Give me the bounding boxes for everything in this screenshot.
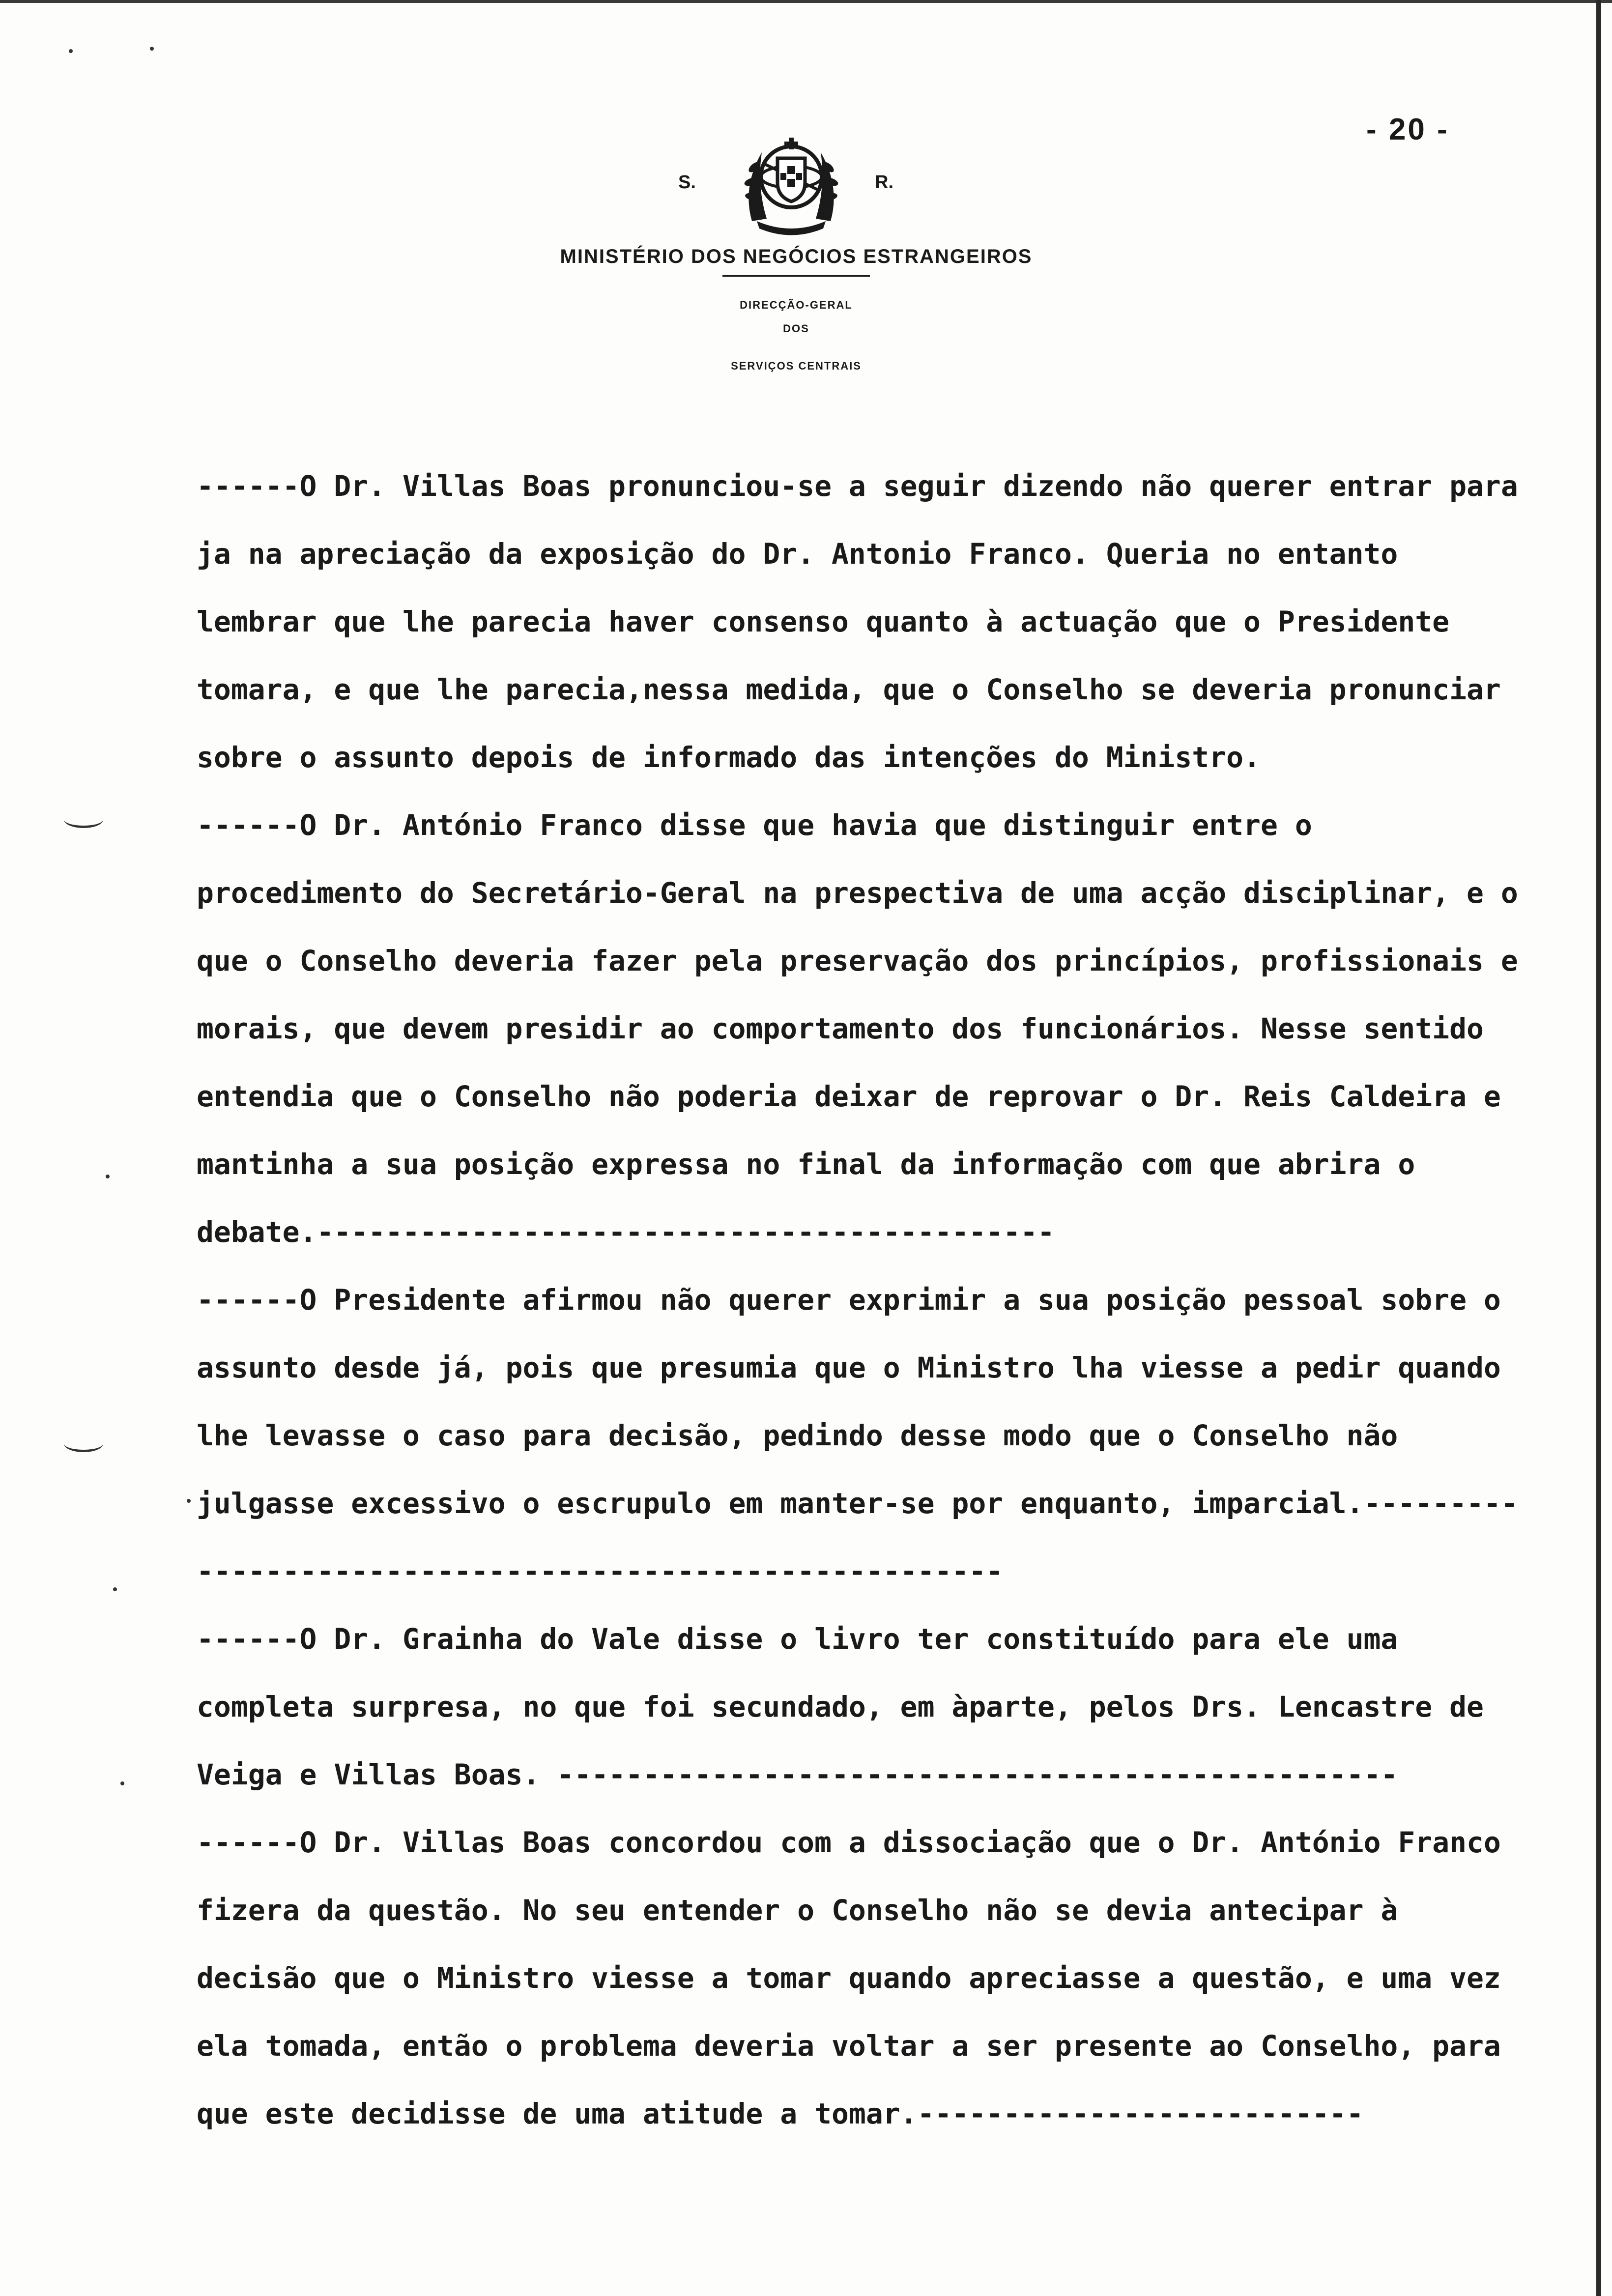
letterhead-left-initial: S. [678,172,696,193]
paragraph-villas-boas-1: ------O Dr. Villas Boas pronunciou-se a seguir dizendo não querer entrar para ja na apreciação da exposição do Dr. Antonio Franco. Queria no entanto lembrar que lhe parecia haver consenso quanto à actuação que o Presidente tomara, e que lhe parecia,nessa medida, que o Conselho se deveria pronunciar sobre o assunto depois de informado das intenções do Ministro. [197,469,1535,774]
paragraph-antonio-franco: ------O Dr. António Franco disse que havia que distinguir entre o procedimento do Secretário-Geral na prespectiva de uma acção disciplinar, e o que o Conselho deveria fazer pela preservação dos princípios, profissionais e morais, que devem presidir ao comportamento dos funcionários. Nesse sentido entendia que o Conselho não poderia deixar de reprovar o Dr. Reis Caldeira e mantinha a sua posição expressa no final da informação com que abrira o debate.------------------------------------------- [197,808,1535,1249]
ministry-name: MINISTÉRIO DOS NEGÓCIOS ESTRANGEIROS [560,246,1033,267]
scan-speck [106,1175,110,1178]
scan-speck [120,1781,124,1785]
scan-artifact-curve [64,1435,103,1452]
coat-of-arms-icon [732,128,850,236]
letterhead [491,128,1101,383]
scan-edge-top [0,0,1612,3]
scan-artifact-curve [64,811,103,828]
letterhead-line-1: DIRECÇÃO-GERAL [740,299,853,311]
paragraph-grainha-do-vale: ------O Dr. Grainha do Vale disse o livro ter constituído para ele uma completa surpresa, no que foi secundado, em àparte, pelos Drs. Lencastre de Veiga e Villas Boas. ------------------------------------------------- [197,1622,1501,1791]
letterhead-line-3: SERVIÇOS CENTRAIS [731,360,862,372]
paragraph-presidente: ------O Presidente afirmou não querer exprimir a sua posição pessoal sobre o assunto desde já, pois que presumia que o Ministro lha viesse a pedir quando lhe levasse o caso para decisão, pedindo desse modo que o Conselho não julgasse excessivo o escrupulo em manter-se por enquanto, imparcial.-------------------------------------------------------- [197,1283,1518,1588]
page-number: - 20 - [1366,113,1449,146]
letterhead-line-2: DOS [783,322,809,335]
paragraph-villas-boas-2: ------O Dr. Villas Boas concordou com a dissociação que o Dr. António Franco fizera da questão. No seu entender o Conselho não se devia antecipar à decisão que o Ministro viesse a tomar quando apreciasse a questão, e uma vez ela tomada, então o problema deveria voltar a ser presente ao Conselho, para que este decidisse de uma atitude a tomar.-------------------------- [197,1826,1518,2130]
letterhead-right-initial: R. [875,172,893,193]
scan-speck [150,47,154,51]
letterhead-divider [722,275,870,277]
scan-edge-right [1596,0,1601,2296]
minutes-body [197,452,1533,2148]
scan-speck [69,49,73,53]
scan-speck [187,1499,191,1503]
scan-speck [113,1587,117,1591]
crest-row [491,128,1101,236]
